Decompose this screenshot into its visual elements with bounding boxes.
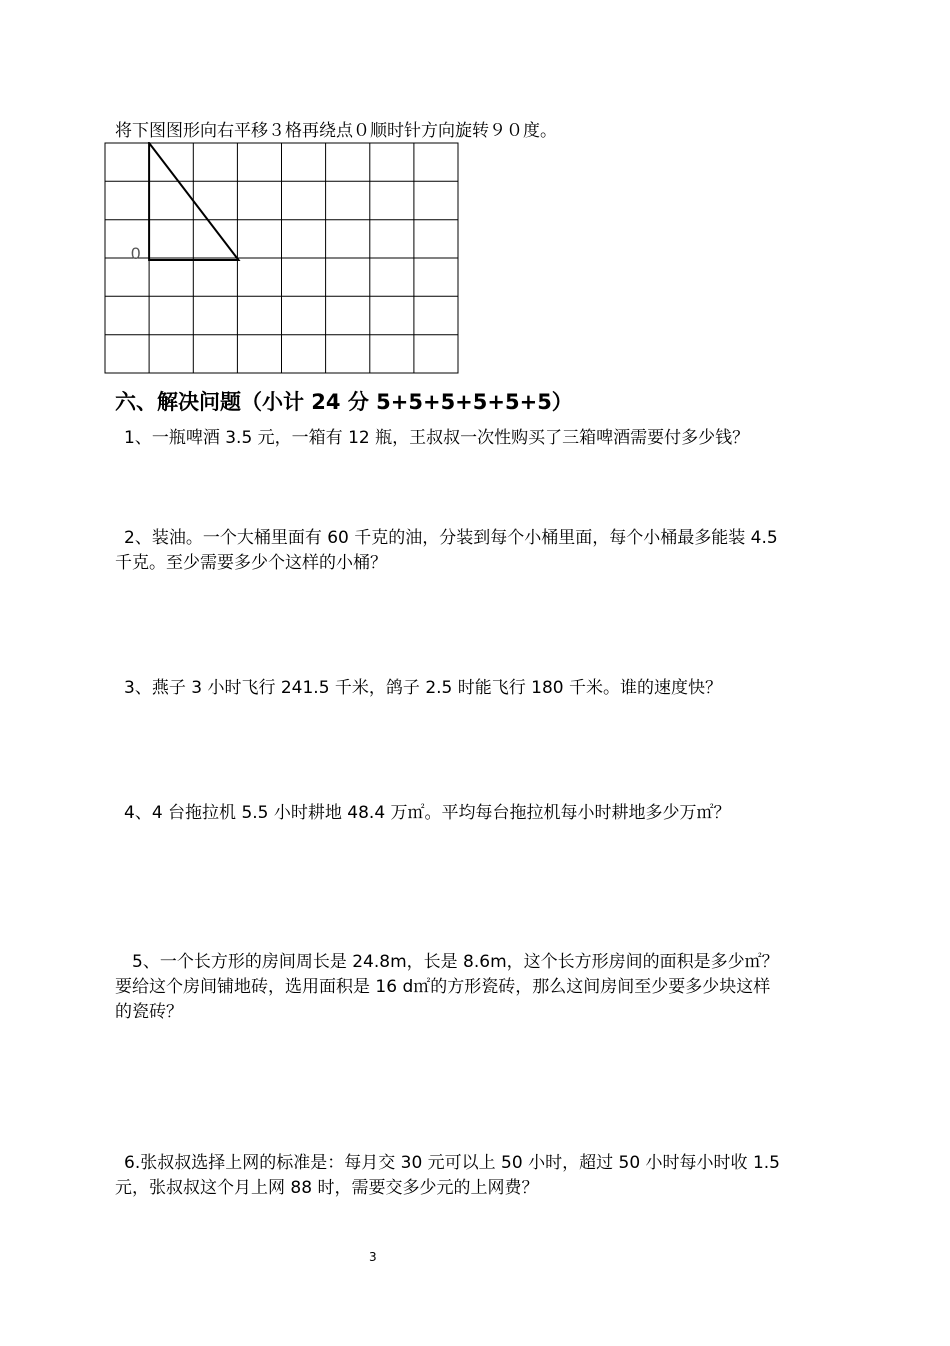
problem-2-line-2: 千克。至少需要多少个这样的小桶？ — [115, 553, 387, 573]
problem-5-line-2: 要给这个房间铺地砖，选用面积是 16 d㎡的方形瓷砖，那么这间房间至少要多少块这样 — [115, 977, 771, 997]
problem-5 — [115, 950, 865, 1025]
problem-5-line-3: 的瓷砖？ — [115, 1002, 183, 1022]
problem-4 — [115, 801, 865, 826]
problem-1 — [115, 426, 865, 451]
problem-2-line-1: 2、装油。一个大桶里面有 60 千克的油，分装到每个小桶里面，每个小桶最多能装 4.5 — [124, 528, 778, 548]
problem-6 — [115, 1151, 865, 1201]
problem-6-line-1: 6.张叔叔选择上网的标准是：每月交 30 元可以上 50 小时，超过 50 小时每小时收 1.5 — [124, 1153, 780, 1173]
grid-figure — [104, 142, 460, 376]
problem-4-line-1: 4、4 台拖拉机 5.5 小时耕地 48.4 万㎡。平均每台拖拉机每小时耕地多少万㎡？ — [124, 803, 731, 823]
grid-lines — [105, 143, 458, 373]
problem-2 — [115, 526, 865, 576]
problem-6-line-2: 元，张叔叔这个月上网 88 时，需要交多少元的上网费？ — [115, 1178, 539, 1198]
section-title: 六、解决问题（小计 24 分 5+5+5+5+5+5） — [115, 390, 573, 414]
problem-5-line-1: 5、一个长方形的房间周长是 24.8m，长是 8.6m，这个长方形房间的面积是多少㎡？ — [132, 952, 779, 972]
point-o-label: 0 — [131, 244, 141, 263]
page-number: 3 — [369, 1250, 377, 1264]
problem-3 — [115, 676, 865, 701]
problem-1-line-1: 1、一瓶啤酒 3.5 元，一箱有 12 瓶，王叔叔一次性购买了三箱啤酒需要付多少钱？ — [124, 428, 750, 448]
instruction-text: 将下图图形向右平移３格再绕点０顺时针方向旋转９０度。 — [115, 121, 557, 141]
problem-3-line-1: 3、燕子 3 小时飞行 241.5 千米，鸽子 2.5 时能飞行 180 千米。谁的速度快？ — [124, 678, 723, 698]
